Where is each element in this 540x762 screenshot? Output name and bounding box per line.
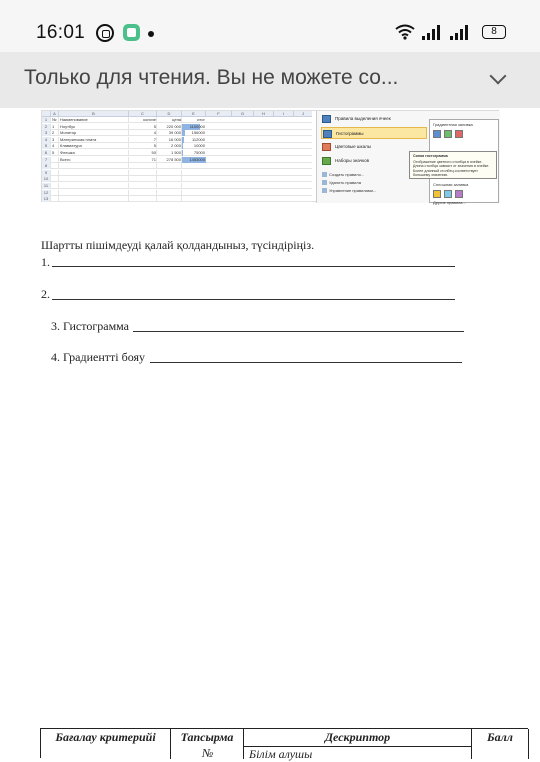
row-number: 11 [42,183,50,189]
spreadsheet-cell: 4 [50,143,58,149]
spreadsheet-cell: 1 [50,124,58,130]
battery-icon: 8 [482,25,506,39]
red-data-bar-swatch [455,130,463,138]
notification-app-icon [123,24,140,41]
column-header: A [50,111,58,117]
spreadsheet-cell [58,190,128,196]
row-number: 13 [42,196,50,202]
spreadsheet-row [42,124,312,130]
column-header: D [156,111,181,117]
menu-item-label: Правила выделения ячеек [335,116,391,121]
column-header: B [58,111,128,117]
icon-sets-icon [322,157,331,165]
spreadsheet-row [42,196,312,202]
header-descriptor: Дескриптор [244,729,472,759]
spreadsheet-cell: Монитор [58,130,128,136]
spreadsheet-cell [50,196,58,202]
spreadsheet-cell: Клавиатура [58,143,128,149]
spreadsheet-cell: количе [128,117,156,123]
spreadsheet-cell: 156000 [181,130,205,136]
answer-line-3[interactable] [133,331,464,332]
menu-item-data-bars [321,127,427,139]
row-number: 1 [42,117,50,123]
color-scales-icon [322,143,331,151]
tooltip-body: Отображение цветного столбца в ячейке. Длина столбца зависит от значения в ячейке. Более длинный столбец соответствует большему значению. [413,160,489,178]
column-header: J [293,111,312,117]
answer-item-4-label: 4. Градиентті бояу [51,350,145,365]
spreadsheet-cell [58,183,128,189]
data-bar [182,150,183,156]
wifi-icon [395,24,415,40]
column-header: I [273,111,293,117]
menu-item-icon-sets [321,155,369,167]
spreadsheet-row [42,163,312,169]
spreadsheet-cell: 2 000 [156,143,181,149]
clock: 16:01 [36,22,85,44]
spreadsheet-cell [50,176,58,182]
row-number: 12 [42,190,50,196]
gradient-fill-title: Градиентная заливка [433,122,473,128]
spreadsheet-cell: 112000 [181,137,205,143]
answer-item-1-label: 1. [41,255,50,270]
question-prompt: Шартты пішімдеуді қалай қолдандыныз, түсіндіріңіз. [41,238,314,253]
spreadsheet-cell: Наименование [58,117,128,123]
status-bar [0,0,540,52]
purple-data-bar-swatch [455,190,463,198]
row-number: 9 [42,170,50,176]
spreadsheet-cell: Материнская плата [58,137,128,143]
spreadsheet-grid [42,111,312,203]
spreadsheet-cell: 220 000 [156,124,181,130]
menu-item-label: Гистограммы [336,131,364,136]
excel-screenshot-image [41,110,499,202]
tooltip-title: Синяя гистограмма [413,154,493,159]
spreadsheet-cell: 1 500 [156,150,181,156]
answer-line-2[interactable] [52,299,455,300]
spreadsheet-row [42,150,312,156]
spreadsheet-cell: 10000 [181,143,205,149]
spreadsheet-cell [50,183,58,189]
clear-rules-icon [322,180,327,185]
row-number: 2 [42,124,50,130]
row-number: 10 [42,176,50,182]
menu-item-color-scales [321,141,371,153]
spreadsheet-cell [58,196,128,202]
spreadsheet-row [42,170,312,176]
spreadsheet-cell [58,163,128,169]
header-score: Балл [472,729,529,759]
whatsapp-icon [96,24,114,42]
spreadsheet-cell [128,196,156,202]
spreadsheet-cell [156,163,181,169]
row-number: 3 [42,130,50,136]
spreadsheet-cell: 50 [128,150,156,156]
menu-item-highlight-rules [321,113,391,125]
header-task-label: Тапсырма [181,730,234,744]
spreadsheet-cell: № [50,117,58,123]
spreadsheet-row [42,176,312,182]
menu-item-label: Удалить правила [329,180,361,185]
menu-item-new-rule [321,171,364,178]
spreadsheet-row [42,130,312,136]
spreadsheet-cell [181,176,205,182]
answer-item-2-label: 2. [41,287,50,302]
spreadsheet-cell [58,170,128,176]
spreadsheet-cell: 2 [50,130,58,136]
manage-rules-icon [322,188,327,193]
spreadsheet-cell: 71 [128,157,156,163]
more-rules-link: Другие правила... [433,200,466,206]
spreadsheet-cell: Всего [58,157,128,163]
spreadsheet-cell [58,176,128,182]
spreadsheet-cell [50,170,58,176]
signal-icon [450,24,468,40]
header-descriptor-student: Білім алушы [249,747,312,762]
spreadsheet-cell: Ноутбук [58,124,128,130]
column-header: F [205,111,231,117]
spreadsheet-cell: 5 [50,150,58,156]
highlight-rules-icon [322,115,331,123]
column-header: H [253,111,273,117]
spreadsheet-cell [156,170,181,176]
answer-item-3-label: 3. Гистограмма [51,319,129,334]
column-header: E [181,111,205,117]
spreadsheet-cell [50,163,58,169]
data-bar [182,137,184,143]
row-number: 6 [42,150,50,156]
spreadsheet-cell: 3 [50,137,58,143]
spreadsheet-cell [128,190,156,196]
data-bar-tooltip [409,151,497,179]
row-number: 7 [42,157,50,163]
menu-item-clear-rules [321,179,361,186]
spreadsheet-cell [181,190,205,196]
spreadsheet-cell [50,190,58,196]
spreadsheet-cell: 278 500 [156,157,181,163]
spreadsheet-cell: 1100000 [181,124,205,130]
menu-item-label: Цветовые шкалы [335,144,371,149]
answer-line-1[interactable] [52,266,455,267]
spreadsheet-cell [156,176,181,182]
spreadsheet-cell [181,170,205,176]
spreadsheet-cell [128,163,156,169]
spreadsheet-cell [181,163,205,169]
spreadsheet-cell: 5 [128,124,156,130]
spreadsheet-row [42,157,312,163]
row-number: 8 [42,163,50,169]
spreadsheet-cell [181,196,205,202]
menu-item-label: Наборы значков [335,158,369,163]
spreadsheet-row [42,183,312,189]
spreadsheet-cell: 39 000 [156,130,181,136]
row-number: 5 [42,143,50,149]
green-data-bar-swatch [444,130,452,138]
spreadsheet-cell: 16 000 [156,137,181,143]
answer-line-4[interactable] [150,362,462,363]
solid-fill-title: Сплошная заливка [433,182,468,188]
spreadsheet-cell [50,157,58,163]
spreadsheet-cell [156,196,181,202]
spreadsheet-row [42,190,312,196]
spreadsheet-cell: итог [181,117,205,123]
row-number: 4 [42,137,50,143]
spreadsheet-cell [128,170,156,176]
spreadsheet-cell [156,183,181,189]
spreadsheet-cell [128,183,156,189]
spreadsheet-cell [181,183,205,189]
spreadsheet-cell: Флешка [58,150,128,156]
more-notifications-dot-icon [148,31,154,37]
spreadsheet-row [42,117,312,123]
read-only-banner-text: Только для чтения. Вы не можете со... [24,66,398,90]
data-bar [182,130,185,136]
read-only-banner[interactable] [0,52,540,108]
column-header: G [231,111,253,117]
spreadsheet-row [42,143,312,149]
spreadsheet-cell: 1453000 [181,157,205,163]
menu-item-manage-rules [321,187,376,194]
new-rule-icon [322,172,327,177]
blue-data-bar-swatch [433,130,441,138]
lightblue-data-bar-swatch [444,190,452,198]
spreadsheet-row [42,137,312,143]
orange-data-bar-swatch [433,190,441,198]
conditional-formatting-menu [316,111,500,203]
spreadsheet-cell [156,190,181,196]
menu-item-label: Создать правило... [329,172,364,177]
spreadsheet-cell: 75000 [181,150,205,156]
spreadsheet-cell [128,176,156,182]
signal-icon [422,24,440,40]
column-header: C [128,111,156,117]
assessment-table [40,728,528,758]
data-bars-icon [323,130,332,138]
header-task-number: № [202,746,213,761]
menu-item-label: Управление правилами... [329,188,376,193]
spreadsheet-cell: цена [156,117,181,123]
header-criteria: Бағалау критерийі [41,729,171,759]
spreadsheet-cell: 4 [128,130,156,136]
spreadsheet-cell: 5 [128,143,156,149]
spreadsheet-cell: 7 [128,137,156,143]
